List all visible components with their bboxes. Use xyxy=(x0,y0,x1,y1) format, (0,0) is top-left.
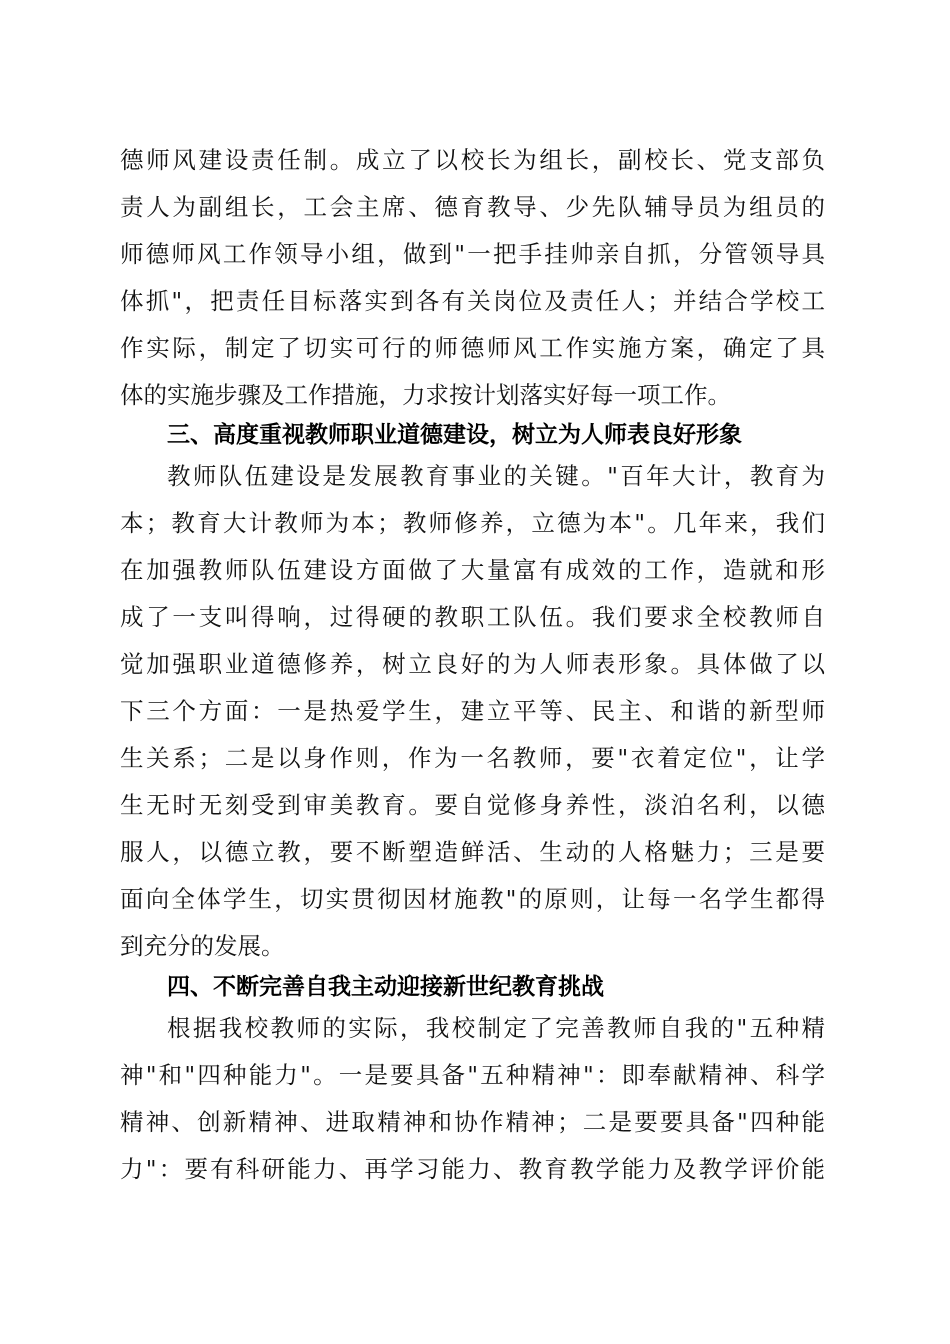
paragraph-line: 觉加强职业道德修养，树立良好的为人师表形象。具体做了以 xyxy=(120,650,825,678)
paragraph-line: 成了一支叫得响，过得硬的教职工队伍。我们要求全校教师自 xyxy=(120,603,825,631)
paragraph-line: 生关系；二是以身作则，作为一名教师，要"衣着定位"，让学 xyxy=(120,744,825,772)
paragraph-line: 面向全体学生，切实贯彻因材施教"的原则，让每一名学生都得 xyxy=(120,885,825,913)
paragraph-line: 体抓"，把责任目标落实到各有关岗位及责任人；并结合学校工 xyxy=(120,287,825,315)
paragraph-line: 教师队伍建设是发展教育事业的关键。"百年大计，教育为 xyxy=(167,462,825,490)
paragraph-line: 体的实施步骤及工作措施，力求按计划落实好每一项工作。 xyxy=(120,381,731,409)
paragraph-line: 德师风建设责任制。成立了以校长为组长，副校长、党支部负 xyxy=(120,146,825,174)
paragraph-line: 下三个方面：一是热爱学生，建立平等、民主、和谐的新型师 xyxy=(120,697,825,725)
paragraph-line: 精神、创新精神、进取精神和协作精神；二是要要具备"四种能 xyxy=(120,1108,825,1136)
paragraph-line: 本；教育大计教师为本；教师修养，立德为本"。几年来，我们 xyxy=(120,509,825,537)
paragraph-line: 力"：要有科研能力、再学习能力、教育教学能力及教学评价能 xyxy=(120,1155,825,1183)
paragraph-line: 师德师风工作领导小组，做到"一把手挂帅亲自抓，分管领导具 xyxy=(120,240,825,268)
paragraph-line: 到充分的发展。 xyxy=(120,932,285,960)
paragraph-line: 神"和"四种能力"。一是要具备"五种精神"：即奉献精神、科学 xyxy=(120,1061,825,1089)
paragraph-line: 生无时无刻受到审美教育。要自觉修身养性，淡泊名利，以德 xyxy=(120,791,825,819)
paragraph-line: 责人为副组长，工会主席、德育教导、少先队辅导员为组员的 xyxy=(120,193,825,221)
section-heading-3: 三、高度重视教师职业道德建设，树立为人师表良好形象 xyxy=(167,422,742,448)
paragraph-line: 作实际，制定了切实可行的师德师风工作实施方案，确定了具 xyxy=(120,334,825,362)
paragraph-line: 根据我校教师的实际，我校制定了完善教师自我的"五种精 xyxy=(167,1014,825,1042)
paragraph-line: 服人，以德立教，要不断塑造鲜活、生动的人格魅力；三是要 xyxy=(120,838,825,866)
section-heading-4: 四、不断完善自我主动迎接新世纪教育挑战 xyxy=(167,974,604,1000)
paragraph-line: 在加强教师队伍建设方面做了大量富有成效的工作，造就和形 xyxy=(120,556,825,584)
